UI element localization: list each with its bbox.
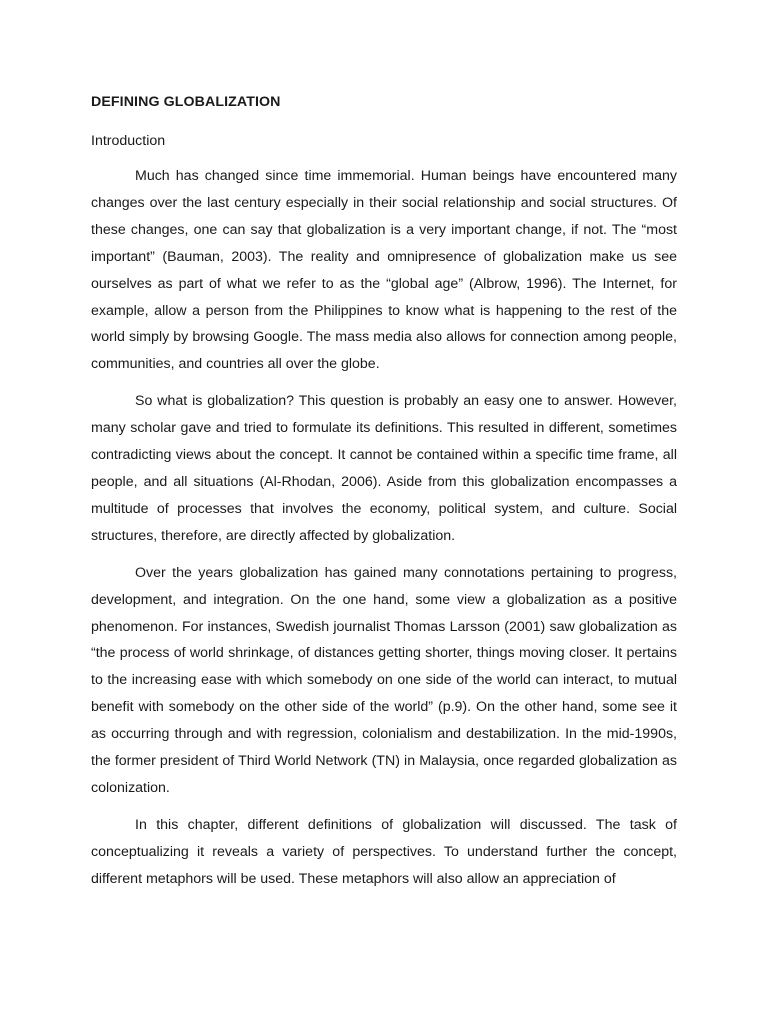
section-heading: Introduction xyxy=(91,133,166,149)
paragraph: Over the years globalization has gained many connotations pertaining to progress, development, and integration. On the one hand, some view a globalization as a positive phenomenon. For instances, Swedish journalist Thomas Larsson (2001) saw globalization as “the process of world shrinkage, of distances getting shorter, things moving closer. It pertains to the increasing ease with which somebody on one side of the world can interact, to mutual benefit with somebody on the other side of the world” (p.9). On the other hand, some see it as occurring through and with regression, colonialism and destabilization. In the mid-1990s, the former president of Third World Network (TN) in Malaysia, once regarded globalization as colonization. xyxy=(91,564,677,796)
paragraph: Much has changed since time immemorial. Human beings have encountered many changes over the last century especially in their social relationship and social structures. Of these changes, one can say that globalization is a very important change, if not. The “most important” (Bauman, 2003). The reality and omnipresence of globalization make us see ourselves as part of what we refer to as the “global age” (Albrow, 1996). The Internet, for example, allow a person from the Philippines to know what is happening to the rest of the world simply by browsing Google. The mass media also allows for connection among people, communities, and countries all over the globe. xyxy=(91,168,677,373)
document-body xyxy=(91,92,677,903)
paragraph: So what is globalization? This question is probably an easy one to answer. However, many scholar gave and tried to formulate its definitions. This resulted in different, sometimes contradicting views about the concept. It cannot be contained within a specific time frame, all people, and all situations (Al-Rhodan, 2006). Aside from this globalization encompasses a multitude of processes that involves the economy, political system, and culture. Social structures, therefore, are directly affected by globalization. xyxy=(91,393,677,544)
paragraph: In this chapter, different definitions of globalization will discussed. The task of conceptualizing it reveals a variety of perspectives. To understand further the concept, different metaphors will be used. These metaphors will also allow an appreciation of xyxy=(91,816,677,887)
page-title: DEFINING GLOBALIZATION xyxy=(91,94,281,110)
